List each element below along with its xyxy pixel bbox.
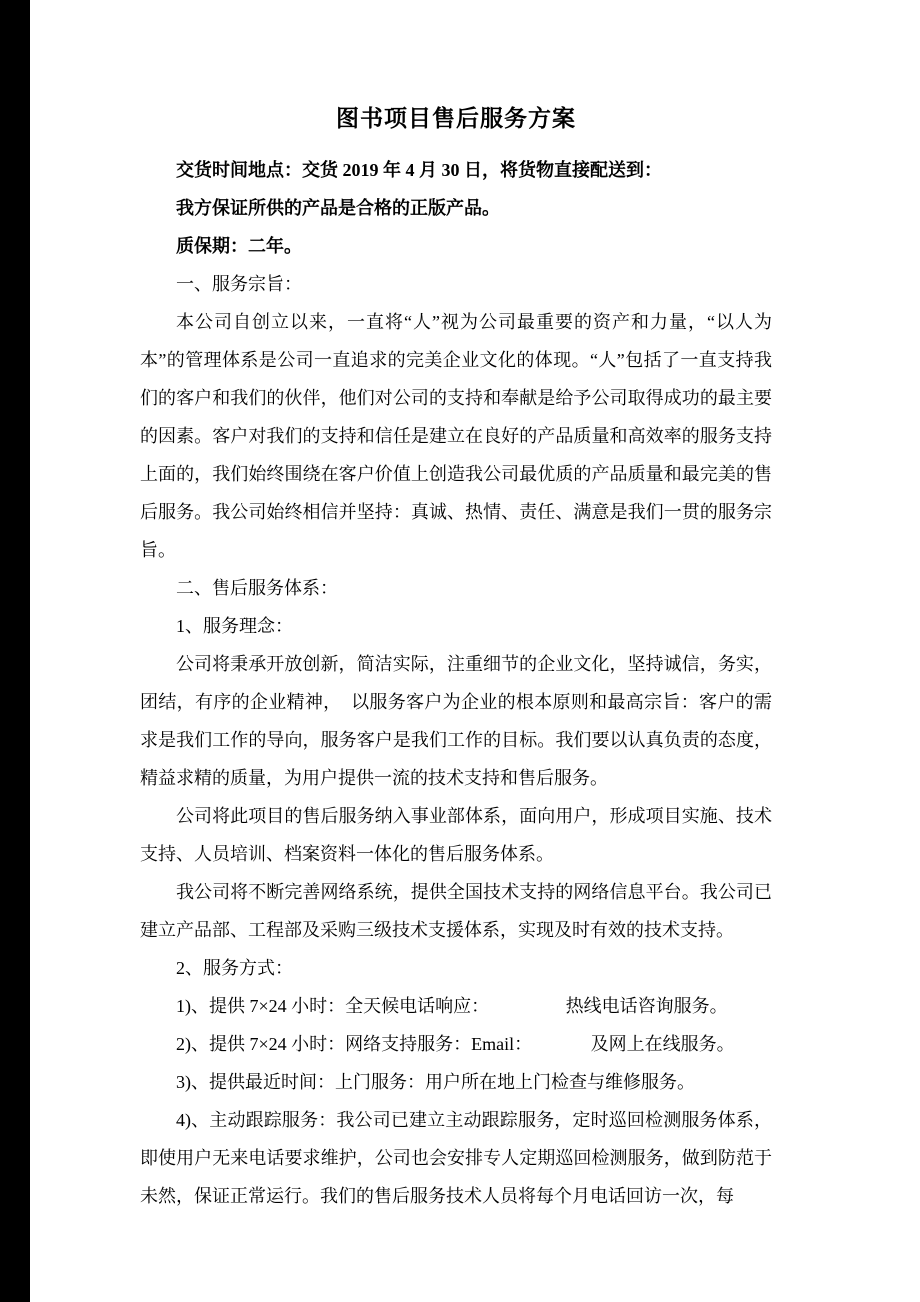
paragraph-service-purpose: 本公司自创立以来，一直将“人”视为公司最重要的资产和力量，“以人为本”的管理体系是公司一直追求的完美企业文化的体现。“人”包括了一直支持我们的客户和我们的伙伴，他们对公司的支持和奉献是给予公司取得成功的最主要的因素。客户对我们的支持和信任是建立在良好的产品质量和高效率的服务支持上面的，我们始终围绕在客户价值上创造我公司最优质的产品质量和最完美的售后服务。我公司始终相信并坚持：真诚、热情、责任、满意是我们一贯的服务宗旨。 [140,312,772,560]
paragraph-division-system: 公司将此项目的售后服务纳入事业部体系，面向用户，形成项目实施、技术支持、人员培训、档案资料一体化的售后服务体系。 [140,806,772,864]
list-item-tracking-service: 4)、主动跟踪服务：我公司已建立主动跟踪服务，定时巡回检测服务体系，即使用户无来电话要求维护，公司也会安排专人定期巡回检测服务，做到防范于未然，保证正常运行。我们的售后服务技术人员将每个月电话回访一次，每 [140,1110,772,1206]
heading-service-methods: 2、服务方式： [176,958,293,978]
heading-after-sales-system: 二、售后服务体系： [176,578,338,598]
document-title: 图书项目售后服务方案 [336,106,576,131]
paragraph-warranty-period: 质保期：二年。 [176,236,302,256]
paragraph-service-concept: 公司将秉承开放创新，简洁实际，注重细节的企业文化，坚持诚信，务实，团结，有序的企业精神， 以服务客户为企业的根本原则和最高宗旨：客户的需求是我们工作的导向，服务客户是我们工作的目标。我们要以认真负责的态度，精益求精的质量，为用户提供一流的技术支持和售后服务。 [140,654,772,788]
paragraph-delivery-info: 交货时间地点：交货 2019 年 4 月 30 日，将货物直接配送到： [176,160,662,180]
heading-service-purpose: 一、服务宗旨： [176,274,302,294]
list-item-network-support: 2)、提供 7×24 小时：网络支持服务：Email： 及网上在线服务。 [176,1034,735,1054]
paragraph-genuine-guarantee: 我方保证所供的产品是合格的正版产品。 [176,198,500,218]
document-content [140,100,772,1215]
heading-service-concept: 1、服务理念： [176,616,293,636]
page-left-edge-bar [0,0,30,1302]
list-item-hotline-service: 1)、提供 7×24 小时：全天候电话响应： 热线电话咨询服务。 [176,996,728,1016]
list-item-onsite-service: 3)、提供最近时间：上门服务：用户所在地上门检查与维修服务。 [176,1072,695,1092]
paragraph-network-system: 我公司将不断完善网络系统，提供全国技术支持的网络信息平台。我公司已建立产品部、工程部及采购三级技术支援体系，实现及时有效的技术支持。 [140,882,772,940]
